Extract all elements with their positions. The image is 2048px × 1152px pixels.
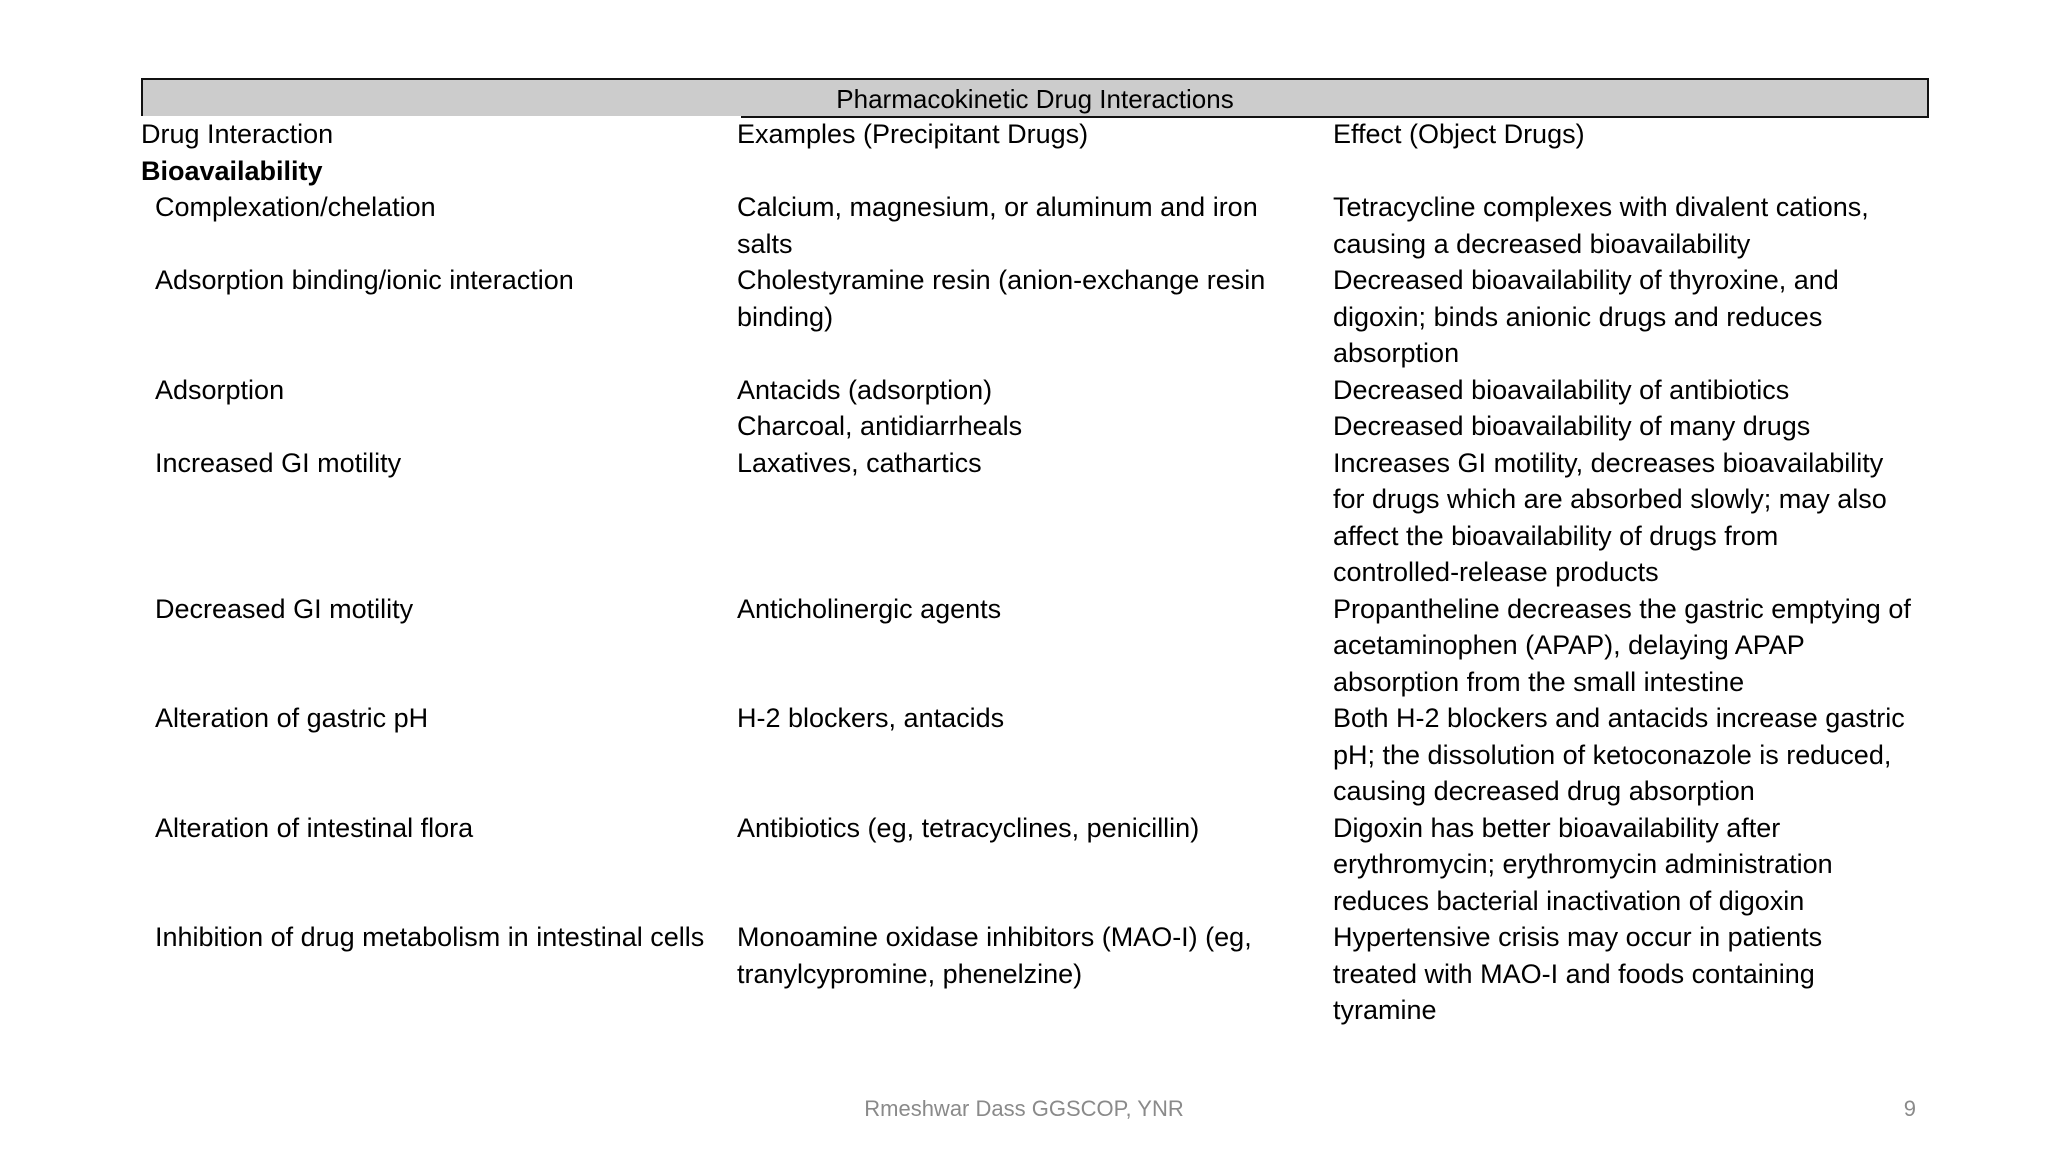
effect-line: tyramine — [1333, 995, 1437, 1025]
examples-line: Antacids (adsorption) — [737, 374, 993, 405]
examples-line: H-2 blockers, antacids — [737, 703, 1005, 733]
effect-cell — [1333, 372, 1929, 409]
drug-interaction-cell: Decreased GI motility — [155, 593, 414, 624]
examples-cell — [737, 810, 1333, 920]
examples-cell — [737, 372, 1333, 409]
drug-interaction-cell: Complexation/chelation — [155, 192, 436, 222]
examples-line: Cholestyramine resin (anion-exchange resin — [737, 265, 1266, 295]
examples-cell — [737, 919, 1333, 1029]
examples-cell — [737, 591, 1333, 701]
effect-line: affect the bioavailability of drugs from — [1333, 520, 1779, 551]
table-row — [141, 262, 1929, 372]
drug-interaction-cell — [141, 408, 737, 445]
effect-cell — [1333, 919, 1929, 1029]
effect-cell — [1333, 591, 1929, 701]
examples-line: Anticholinergic agents — [737, 593, 1002, 624]
effect-line: Propantheline decreases the gastric emptying of — [1333, 593, 1911, 624]
table-row — [141, 700, 1929, 810]
effect-cell — [1333, 262, 1929, 372]
examples-cell — [737, 189, 1333, 262]
table-row — [141, 372, 1929, 409]
effect-line: Both H-2 blockers and antacids increase gastric — [1333, 703, 1905, 733]
title-bar-underline — [741, 116, 1929, 118]
effect-line: erythromycin; erythromycin administration — [1333, 849, 1833, 879]
examples-cell — [737, 700, 1333, 810]
table-row — [141, 189, 1929, 262]
examples-line: Antibiotics (eg, tetracyclines, penicillin) — [737, 812, 1200, 843]
table-grid — [141, 116, 1929, 1029]
table-title: Pharmacokinetic Drug Interactions — [836, 84, 1234, 114]
effect-line: pH; the dissolution of ketoconazole is reduced, — [1333, 739, 1892, 770]
drug-interaction-cell: Alteration of intestinal flora — [155, 812, 474, 843]
drug-interaction-cell: Inhibition of drug metabolism in intestinal cells — [155, 922, 705, 952]
effect-line: Hypertensive crisis may occur in patients — [1333, 922, 1823, 952]
effect-cell — [1333, 408, 1929, 445]
effect-line: treated with MAO-I and foods containing — [1333, 958, 1815, 989]
examples-line: Charcoal, antidiarrheals — [737, 411, 1023, 441]
table-row — [141, 445, 1929, 591]
effect-cell — [1333, 445, 1929, 591]
examples-line: Monoamine oxidase inhibitors (MAO-I) (eg, — [737, 922, 1252, 952]
effect-line: Increases GI motility, decreases bioavailability — [1333, 447, 1884, 478]
table-row — [141, 408, 1929, 445]
drug-interaction-cell: Adsorption binding/ionic interaction — [155, 265, 574, 295]
interaction-table — [141, 78, 1929, 1029]
examples-line: Laxatives, cathartics — [737, 447, 982, 478]
section-bioavailability: Bioavailability — [141, 155, 323, 186]
page-number: 9 — [1903, 1096, 1916, 1121]
examples-line: Calcium, magnesium, or aluminum and iron — [737, 192, 1258, 222]
drug-interaction-cell: Adsorption — [155, 374, 285, 405]
examples-line: salts — [737, 228, 793, 259]
footer-credit: Rmeshwar Dass GGSCOP, YNR — [864, 1096, 1184, 1121]
effect-line: absorption — [1333, 338, 1460, 368]
header-examples: Examples (Precipitant Drugs) — [737, 119, 1089, 149]
table-row — [141, 810, 1929, 920]
effect-line: Tetracycline complexes with divalent cations, — [1333, 192, 1869, 222]
examples-line: tranylcypromine, phenelzine) — [737, 958, 1083, 989]
effect-line: Decreased bioavailability of many drugs — [1333, 411, 1811, 441]
examples-cell — [737, 408, 1333, 445]
effect-line: causing decreased drug absorption — [1333, 776, 1755, 806]
effect-line: controlled-release products — [1333, 557, 1659, 587]
effect-line: Digoxin has better bioavailability after — [1333, 812, 1781, 843]
section-row — [141, 153, 1929, 190]
header-effect: Effect (Object Drugs) — [1333, 119, 1585, 149]
effect-line: Decreased bioavailability of thyroxine, and — [1333, 265, 1839, 295]
examples-line: binding) — [737, 301, 834, 332]
effect-line: for drugs which are absorbed slowly; may also — [1333, 484, 1887, 514]
header-drug-interaction: Drug Interaction — [141, 119, 334, 149]
header-row — [141, 116, 1929, 153]
effect-line: Decreased bioavailability of antibiotics — [1333, 374, 1790, 405]
effect-cell — [1333, 810, 1929, 920]
examples-cell — [737, 445, 1333, 591]
effect-line: causing a decreased bioavailability — [1333, 228, 1751, 259]
drug-interaction-cell: Alteration of gastric pH — [155, 703, 429, 733]
effect-line: reduces bacterial inactivation of digoxin — [1333, 885, 1805, 916]
effect-cell — [1333, 700, 1929, 810]
effect-line: digoxin; binds anionic drugs and reduces — [1333, 301, 1823, 332]
effect-cell — [1333, 189, 1929, 262]
table-row — [141, 919, 1929, 1029]
drug-interaction-cell: Increased GI motility — [155, 447, 402, 478]
effect-line: acetaminophen (APAP), delaying APAP — [1333, 630, 1805, 660]
table-row — [141, 591, 1929, 701]
examples-cell — [737, 262, 1333, 372]
effect-line: absorption from the small intestine — [1333, 666, 1745, 697]
table-title-bar — [141, 78, 1929, 116]
